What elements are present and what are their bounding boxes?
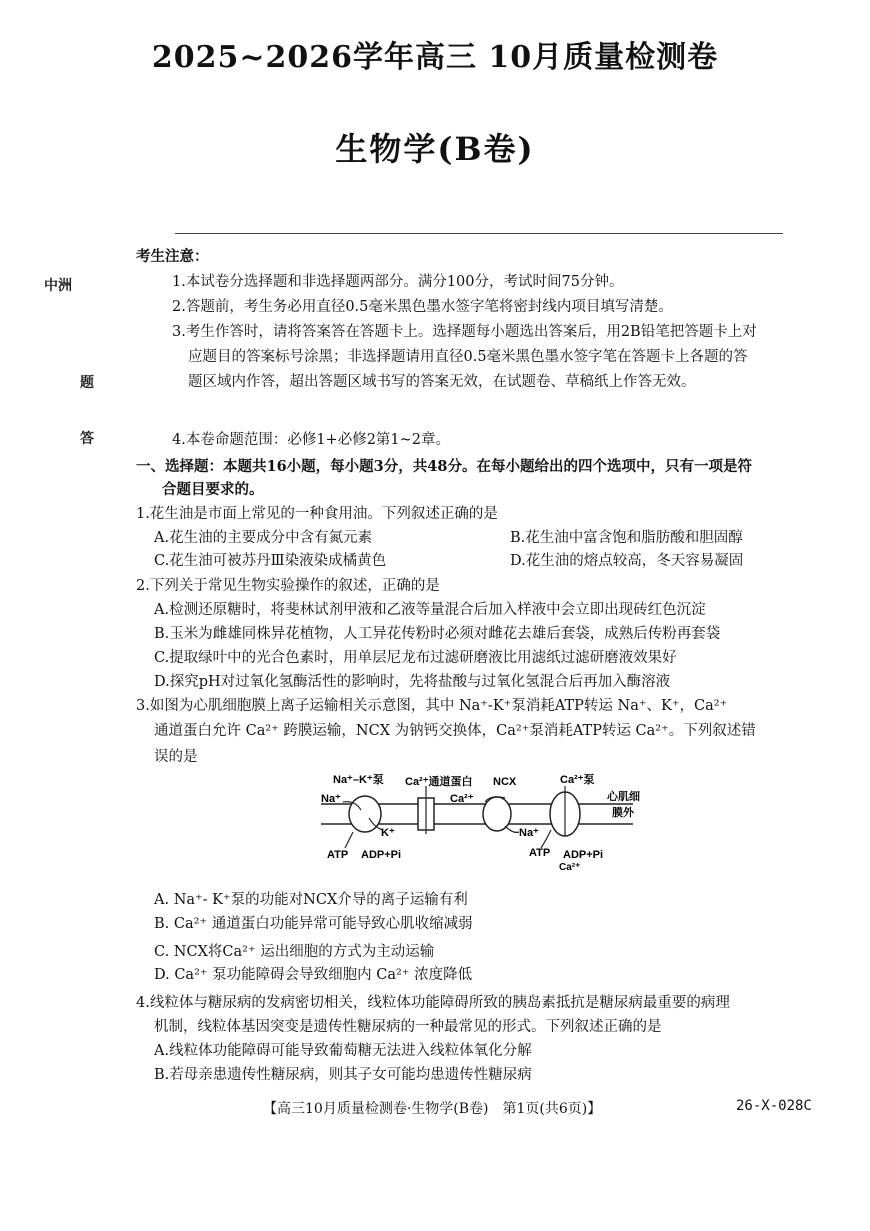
notice-heading: 考生注意： [136,248,209,265]
option-a: A. Na⁺- K⁺泵的功能对NCX介导的离子运输有利 [154,892,468,908]
notice-item: 2.答题前，考生务必用直径0.5毫米黑色墨水签字笔将密封线内项目填写清楚。 [172,299,673,315]
question-stem: 4.线粒体与糖尿病的发病密切相关，线粒体功能障碍所致的胰岛素抵抗是糖尿病最重要的病理 [136,995,730,1011]
question-stem: 3.如图为心肌细胞膜上离子运输相关示意图，其中 Na⁺-K⁺泵消耗ATP转运 Na⁺、K⁺，Ca²⁺ [136,698,728,714]
title-divider [175,233,783,234]
page-footer: 【高三10月质量检测卷·生物学(B卷) 第1页(共6页)】 [263,1101,602,1117]
option-a: A.线粒体功能障碍可能导致葡萄糖无法进入线粒体氧化分解 [154,1043,532,1059]
notice-item: 题区域内作答，超出答题区域书写的答案无效，在试题卷、草稿纸上作答无效。 [188,374,696,390]
notice-item: 应题目的答案标号涂黑；非选择题请用直径0.5毫米黑色墨水签字笔在答题卡上各题的答 [188,349,748,365]
option-b: B. Ca²⁺ 通道蛋白功能异常可能导致心肌收缩减弱 [154,916,473,932]
ca-channel-label: Ca²⁺通道蛋白 [405,776,473,788]
option-a: A.检测还原糖时，将斐林试剂甲液和乙液等量混合后加入样液中会立即出现砖红色沉淀 [154,602,706,618]
exam-title: 2025~2026学年高三 10月质量检测卷 [151,40,719,75]
membrane-outside-label: 膜外 [612,807,634,819]
membrane-outside-label: 心肌细 [607,791,640,803]
option-b: B.若母亲患遗传性糖尿病，则其子女可能均患遗传性糖尿病 [154,1067,532,1083]
binding-margin-label: 题 [80,375,94,391]
notice-item: 4.本卷命题范围：必修1+必修2第1~2章。 [172,432,451,448]
option-d: D. Ca²⁺ 泵功能障碍会导致细胞内 Ca²⁺ 浓度降低 [154,967,473,983]
ca-pump-label: Ca²⁺泵 [560,774,595,786]
atp-label: ATP [529,847,551,859]
k-ion-label: K⁺ [381,827,395,839]
ca-ion-label: Ca²⁺ [559,862,581,870]
ca-ion-label: Ca²⁺ [450,793,474,805]
question-stem: 通道蛋白允许 Ca²⁺ 跨膜运输，NCX 为钠钙交换体，Ca²⁺泵消耗ATP转运 Ca²⁺。下列叙述错 [154,723,756,739]
option-a: A.花生油的主要成分中含有氮元素 [154,530,373,546]
question-stem: 1.花生油是市面上常见的一种食用油。下列叙述正确的是 [136,506,498,522]
ncx-exchanger [483,797,511,831]
option-d: D.花生油的熔点较高，冬天容易凝固 [510,553,744,569]
page-code: 26-X-028C [736,1098,812,1114]
question-stem: 误的是 [154,749,198,765]
notice-item: 3.考生作答时，请将答案答在答题卡上。选择题每小题选出答案后，用2B铅笔把答题卡上对 [172,324,757,340]
notice-item: 1.本试卷分选择题和非选择题两部分。满分100分，考试时间75分钟。 [172,274,624,290]
exam-subtitle: 生物学(B卷) [335,130,535,168]
option-d: D.探究pH对过氧化氢酶活性的影响时，先将盐酸与过氧化氢混合后再加入酶溶液 [154,674,671,690]
section-heading: 合题目要求的。 [162,481,264,498]
atp-label: ATP [327,849,349,861]
membrane-transport-diagram [315,772,640,870]
adp-label: ADP+Pi [361,849,402,861]
question-stem: 2.下列关于常见生物实验操作的叙述，正确的是 [136,578,440,594]
ncx-label: NCX [493,776,517,788]
option-b: B.玉米为雌雄同株异花植物，人工异花传粉时必须对雌花去雄后套袋，成熟后传粉再套袋 [154,626,721,642]
adp-label: ADP+Pi [563,849,604,861]
na-k-pump-label: Na⁺–K⁺泵 [333,774,384,786]
binding-margin-label: 中洲 [44,278,72,294]
option-c: C.花生油可被苏丹Ⅲ染液染成橘黄色 [154,553,387,569]
option-b: B.花生油中富含饱和脂肪酸和胆固醇 [510,530,743,546]
section-heading: 一、选择题：本题共16小题，每小题3分，共48分。在每小题给出的四个选项中，只有一项是符 [136,458,752,475]
binding-margin-label: 答 [80,431,94,447]
question-stem: 机制，线粒体基因突变是遗传性糖尿病的一种最常见的形式。下列叙述正确的是 [154,1019,662,1035]
na-ion-label: Na⁺ [321,793,341,805]
na-ion-label: Na⁺ [519,827,539,839]
option-c: C.提取绿叶中的光合色素时，用单层尼龙布过滤研磨液比用滤纸过滤研磨液效果好 [154,650,677,666]
option-c: C. NCX将Ca²⁺ 运出细胞的方式为主动运输 [154,944,435,960]
